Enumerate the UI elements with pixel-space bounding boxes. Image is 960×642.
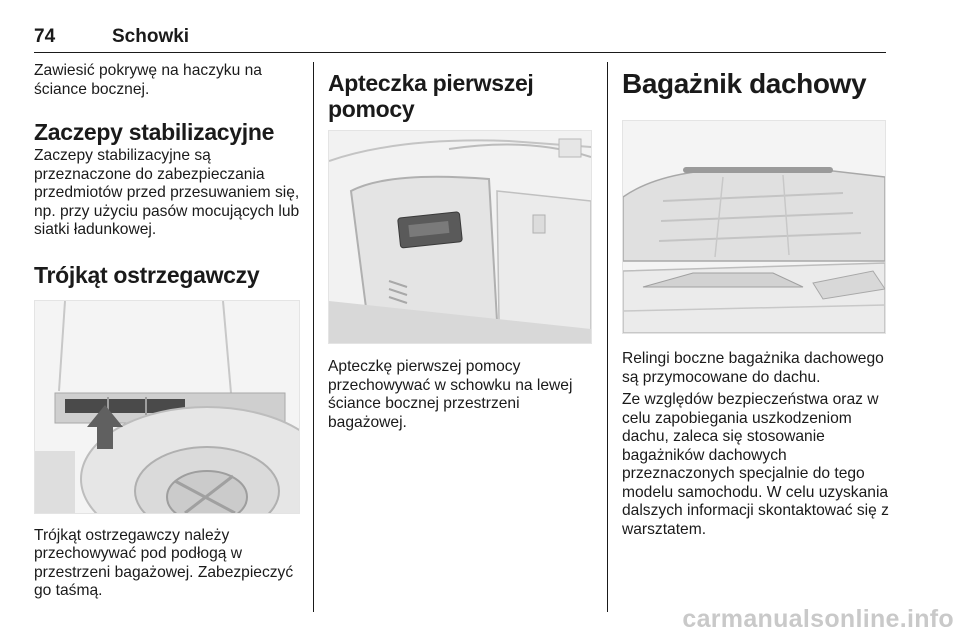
page-number: 74 [34, 26, 56, 47]
warning-triangle-caption: Trójkąt ostrzegawczy należy przechowywać pod podłogą w przestrzeni bagażowej. Zabezpieczyć go taśmą. [34, 526, 294, 599]
first-aid-kit-figure [328, 130, 592, 344]
warning-triangle-figure [34, 300, 300, 514]
column-1 [34, 62, 302, 601]
page-header [34, 24, 886, 53]
first-aid-kit-illustration [329, 131, 591, 343]
column-divider-1 [313, 62, 314, 612]
roof-rack-paragraph-2: Ze względów bezpieczeństwa oraz w celu zapobiegania uszkodzeniom dachu, zaleca się stosowanie bagażników dachowych przeznaczonych specjalnie do tego modelu samochodu. W celu uzyskania dalszych informacji skontaktować się z warsztatem. [622, 391, 889, 538]
section-title: Schowki [112, 26, 190, 47]
roof-rack-figure [622, 120, 886, 334]
column-2 [328, 62, 596, 432]
first-aid-kit-caption: Apteczkę pierwszej pomocy przechowywać w schowku na lewej ściance bocznej przestrzeni bagażowej. [328, 358, 573, 431]
warning-triangle-illustration [35, 301, 299, 513]
heading-warning-triangle: Trójkąt ostrzegawczy [34, 261, 260, 288]
heading-stabilizing-hooks: Zaczepy stabilizacyjne [34, 119, 275, 145]
heading-first-aid-kit: Apteczka pierwszej pomocy [328, 70, 534, 122]
stabilizing-hooks-text: Zaczepy stabilizacyjne są przeznaczone do zabezpieczania przedmiotów przed przesuwaniem się, np. przy użyciu pasów mocujących lub siatki ładunkowej. [34, 147, 300, 238]
column-divider-2 [607, 62, 608, 612]
column-3 [622, 62, 890, 539]
watermark: carmanualsonline.info [682, 605, 954, 633]
intro-text: Zawiesić pokrywę na haczyku na ściance bocznej. [34, 62, 262, 98]
roof-rack-paragraph-1: Relingi boczne bagażnika dachowego są przymocowane do dachu. [622, 350, 884, 386]
roof-rack-illustration [623, 121, 885, 333]
heading-roof-rack: Bagażnik dachowy [622, 68, 867, 99]
